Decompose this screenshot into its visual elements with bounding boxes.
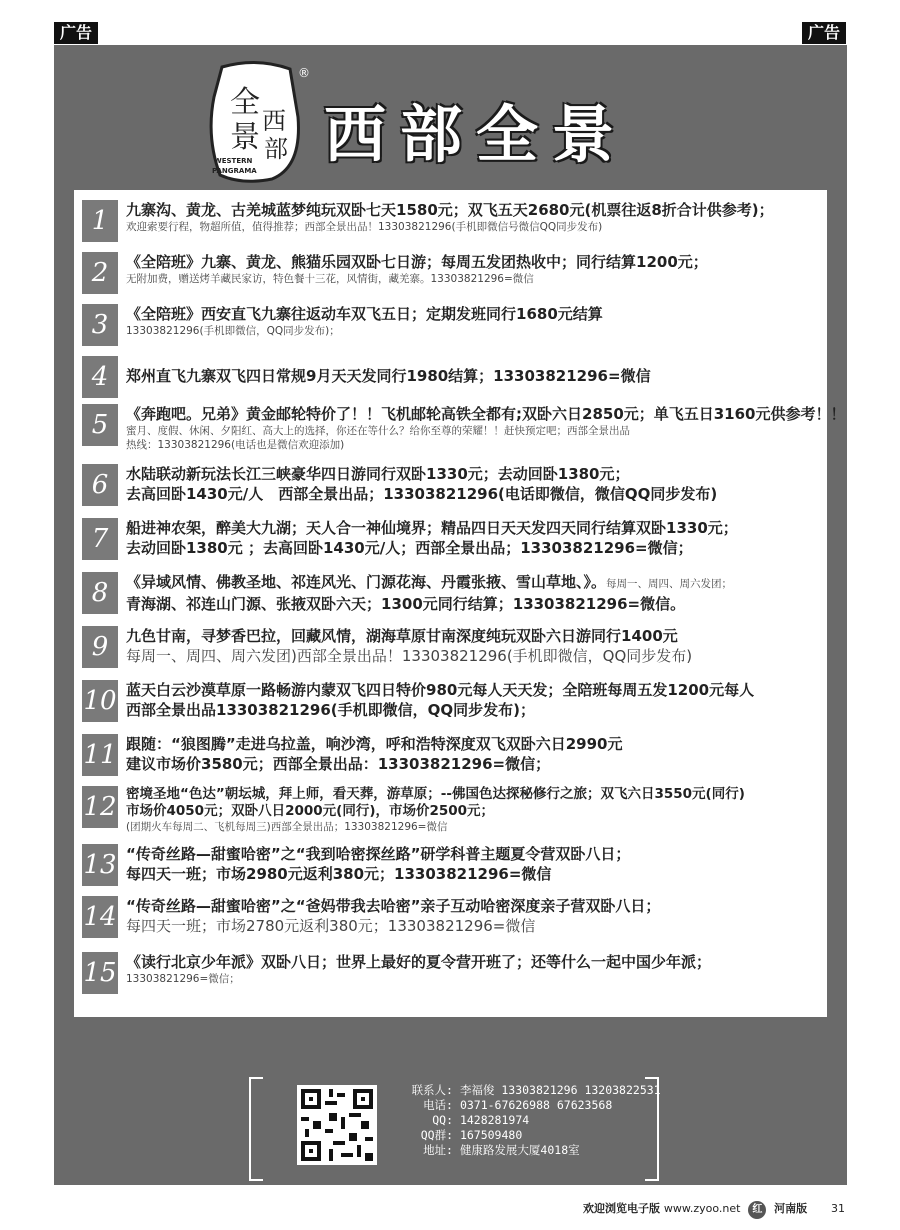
svg-text:部: 部 xyxy=(264,135,288,163)
item-title: “传奇丝路—甜蜜哈密”之“我到哈密探丝路”研学科普主题夏令营双卧八日； xyxy=(126,845,631,863)
item-number: 14 xyxy=(82,896,118,938)
item-number: 5 xyxy=(82,404,118,446)
item-hotline: 热线：13303821296(电话也是微信欢迎添加) xyxy=(126,439,345,451)
item-title: 蓝天白云沙漠草原一路畅游内蒙双飞四日特价980元每人天天发；全陪班每周五发1200元每人 xyxy=(126,681,755,699)
item-title: “传奇丝路—甜蜜哈密”之“爸妈带我去哈密”亲子互动哈密深度亲子营双卧八日； xyxy=(126,897,661,915)
item-detail: 去动回卧1380元 ；去高回卧1430元/人；西部全景出品；13303821296=微信； xyxy=(126,539,693,557)
item-title xyxy=(126,572,822,594)
item-number: 7 xyxy=(82,518,118,560)
contact-block xyxy=(249,1077,659,1187)
svg-text:全: 全 xyxy=(230,85,260,120)
phone-value: 0371-67626988 67623568 xyxy=(459,1098,613,1112)
item-detail: 无附加费，赠送烤羊藏民家访，特色餐十三花，风情街，藏羌寨。13303821296=微信 xyxy=(126,273,534,285)
item-title: 《读行北京少年派》双卧八日；世界上最好的夏令营开班了；还等什么一起中国少年派； xyxy=(126,953,712,971)
item-title: 九色甘南，寻梦香巴拉，回藏风情，湖海草原甘南深度纯玩双卧六日游同行1400元 xyxy=(126,627,678,645)
svg-text:WESTERN: WESTERN xyxy=(214,157,253,165)
item-title: 跟随：“狼图腾”走进乌拉盖，响沙湾，呼和浩特深度双飞双卧六日2990元 xyxy=(126,735,623,753)
svg-text:西: 西 xyxy=(262,107,286,135)
item-detail: 13303821296(手机即微信，QQ同步发布)； xyxy=(126,325,340,337)
item-number: 12 xyxy=(82,786,118,828)
item-title: 船进神农架，醉美大九湖；天人合一神仙境界；精品四日天天发四天同行结算双卧1330元； xyxy=(126,519,738,537)
svg-text:PANGRAMA: PANGRAMA xyxy=(212,167,257,175)
tour-list xyxy=(74,190,846,1017)
logo-seal-icon xyxy=(202,57,312,187)
item-number: 9 xyxy=(82,626,118,668)
item-number: 10 xyxy=(82,680,118,722)
item-number: 15 xyxy=(82,952,118,994)
phone-label: 电话: xyxy=(423,1098,453,1112)
item-schedule: 每周一、周四、周六发团； xyxy=(606,578,733,590)
item-title: 《奔跑吧。兄弟》黄金邮轮特价了！！飞机邮轮高铁全都有;双卧六日2850元；单飞五日3160元供参考！！ xyxy=(126,405,846,423)
qq-group-label: QQ群: xyxy=(420,1128,453,1142)
contact-info xyxy=(389,1083,661,1158)
ad-tag-left: 广告 xyxy=(54,22,98,44)
svg-text:®: ® xyxy=(298,66,310,80)
ad-panel xyxy=(54,45,847,1185)
item-detail: 西部全景出品13303821296(手机即微信，QQ同步发布)； xyxy=(126,701,536,719)
qq-label: QQ: xyxy=(432,1113,453,1127)
item-number: 13 xyxy=(82,844,118,886)
page-footer xyxy=(583,1200,845,1219)
footer-website[interactable]: www.zyoo.net xyxy=(663,1202,741,1215)
contact-person-label: 联系人: xyxy=(411,1083,453,1097)
item-schedule: (团期火车每周二、飞机每周三)西部全景出品；13303821296=微信 xyxy=(126,821,448,833)
item-number: 3 xyxy=(82,304,118,346)
qr-code-icon xyxy=(297,1085,377,1165)
item-title-main: 《异域风情、佛教圣地、祁连风光、门源花海、丹霞张掖、雪山草地、》。 xyxy=(126,573,607,591)
bracket-left xyxy=(249,1077,263,1181)
qq-group-value: 167509480 xyxy=(459,1128,523,1142)
hong-badge-icon: 红 xyxy=(748,1201,766,1219)
item-number: 8 xyxy=(82,572,118,614)
item-detail: 市场价4050元；双卧八日2000元(同行)，市场价2500元； xyxy=(126,803,495,819)
item-title: 水陆联动新玩法长江三峡豪华四日游同行双卧1330元；去动回卧1380元； xyxy=(126,465,630,483)
item-title: 《全陪班》西安直飞九寨往返动车双飞五日；定期发班同行1680元结算 xyxy=(126,305,603,323)
item-detail: 去高回卧1430元/人 西部全景出品；13303821296(电话即微信，微信QQ同步发布) xyxy=(126,485,718,503)
item-number: 11 xyxy=(82,734,118,776)
item-detail: 每周一、周四、周六发团)西部全景出品！13303821296(手机即微信，QQ同步发布) xyxy=(126,647,693,665)
contact-person: 李福俊 13303821296 13203822531 xyxy=(459,1083,661,1097)
ad-tag-right: 广告 xyxy=(802,22,846,44)
item-detail: 欢迎索要行程，物超所值，值得推荐；西部全景出品！13303821296(手机即微信号微信QQ同步发布) xyxy=(126,221,603,233)
page-number: 31 xyxy=(831,1202,845,1215)
item-detail: 每四天一班；市场2980元返利380元；13303821296=微信 xyxy=(126,865,552,883)
item-title: 郑州直飞九寨双飞四日常规9月天天发同行1980结算；13303821296=微信 xyxy=(126,367,651,385)
item-detail: 青海湖、祁连山门源、张掖双卧六天；1300元同行结算；13303821296=微信。 xyxy=(126,595,686,613)
item-title: 《全陪班》九寨、黄龙、熊猫乐园双卧七日游；每周五发团热收中；同行结算1200元； xyxy=(126,253,708,271)
item-title: 密境圣地“色达”朝坛城，拜上师，看天葬，游草原；--佛国色达探秘修行之旅；双飞六日3550元(同行) xyxy=(126,786,745,802)
address-label: 地址: xyxy=(423,1143,453,1157)
item-number: 6 xyxy=(82,464,118,506)
footer-browse: 欢迎浏览电子版 xyxy=(583,1202,661,1215)
item-detail: 建议市场价3580元；西部全景出品：13303821296=微信； xyxy=(126,755,551,773)
item-number: 1 xyxy=(82,200,118,242)
qq-value: 1428281974 xyxy=(459,1113,530,1127)
item-number: 2 xyxy=(82,252,118,294)
brand-logo xyxy=(202,57,312,187)
svg-text:景: 景 xyxy=(230,120,260,155)
item-title: 九寨沟、黄龙、古羌城蓝梦纯玩双卧七天1580元；双飞五天2680元(机票往返8折合计供参考)； xyxy=(126,201,774,219)
item-detail: 蜜月、度假、休闲、夕阳红、高大上的选择，你还在等什么？给你至尊的荣耀！！赶快预定吧；西部全景出品 xyxy=(126,425,630,437)
item-number: 4 xyxy=(82,356,118,398)
footer-edition: 河南版 xyxy=(774,1202,808,1215)
address-value: 健康路发展大厦4018室 xyxy=(459,1143,580,1157)
brand-name: 西部全景 xyxy=(324,98,629,171)
item-detail: 每四天一班；市场2780元返利380元；13303821296=微信 xyxy=(126,917,536,935)
item-detail: 13303821296=微信； xyxy=(126,973,240,985)
